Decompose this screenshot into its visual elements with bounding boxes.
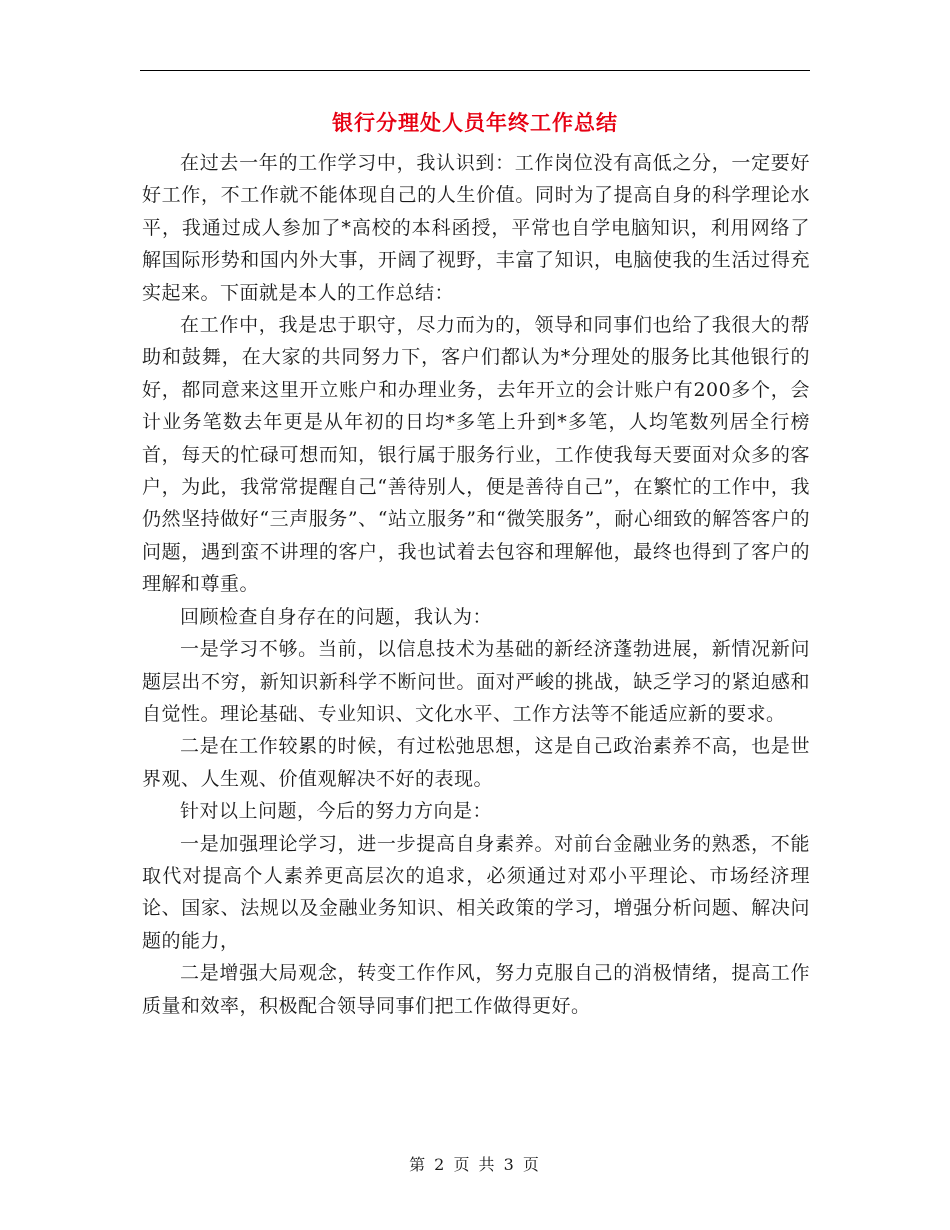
paragraph-8: 二是增强大局观念，转变工作作风，努力克服自己的消极情绪，提高工作质量和效率，积极配合领导同事们把工作做得更好。 (142, 962, 810, 1017)
footer-prefix: 第 (409, 1155, 428, 1174)
footer-page-number: 2 (434, 1155, 447, 1174)
paragraph-5: 二是在工作较累的时候，有过松弛思想，这是自己政治素养不高，也是世界观、人生观、价值观解决不好的表现。 (142, 735, 810, 790)
paragraph-1: 在过去一年的工作学习中，我认识到：工作岗位没有高低之分，一定要好好工作，不工作就不能体现自己的人生价值。同时为了提高自身的科学理论水平，我通过成人参加了*高校的本科函授，平常也自学电脑知识，利用网络了解国际形势和国内外大事，开阔了视野，丰富了知识，电脑使我的生活过得充实起来。下面就是本人的工作总结： (142, 152, 810, 304)
footer-suffix: 页 (522, 1155, 541, 1174)
footer-total-pages: 3 (503, 1155, 516, 1174)
paragraph-3: 回顾检查自身存在的问题，我认为： (180, 605, 493, 628)
paragraph-7: 一是加强理论学习，进一步提高自身素养。对前台金融业务的熟悉，不能取代对提高个人素养更高层次的追求，必须通过对邓小平理论、市场经济理论、国家、法规以及金融业务知识、相关政策的学习，增强分析问题、解决问题的能力， (142, 832, 810, 952)
paragraph-4: 一是学习不够。当前，以信息技术为基础的新经济蓬勃进展，新情况新问题层出不穷，新知识新科学不断问世。面对严峻的挑战，缺乏学习的紧迫感和自觉性。理论基础、专业知识、文化水平、工作方法等不能适应新的要求。 (142, 638, 810, 725)
paragraph-6: 针对以上问题，今后的努力方向是： (180, 800, 493, 823)
document-title: 银行分理处人员年终工作总结 (332, 111, 618, 135)
document-body (142, 147, 810, 1022)
page-footer (0, 1153, 950, 1177)
header-rule (140, 70, 810, 71)
footer-middle: 页 共 (453, 1155, 497, 1174)
paragraph-2: 在工作中，我是忠于职守，尽力而为的，领导和同事们也给了我很大的帮助和鼓舞，在大家的共同努力下，客户们都认为*分理处的服务比其他银行的好，都同意来这里开立账户和办理业务，去年开立的会计账户有200多个，会计业务笔数去年更是从年初的日均*多笔上升到*多笔，人均笔数列居全行榜首，每天的忙碌可想而知，银行属于服务行业，工作使我每天要面对众多的客户，为此，我常常提醒自己“善待别人，便是善待自己”，在繁忙的工作中，我仍然坚持做好“三声服务”、“站立服务”和“微笑服务”，耐心细致的解答客户的问题，遇到蛮不讲理的客户，我也试着去包容和理解他，最终也得到了客户的理解和尊重。 (142, 314, 810, 596)
